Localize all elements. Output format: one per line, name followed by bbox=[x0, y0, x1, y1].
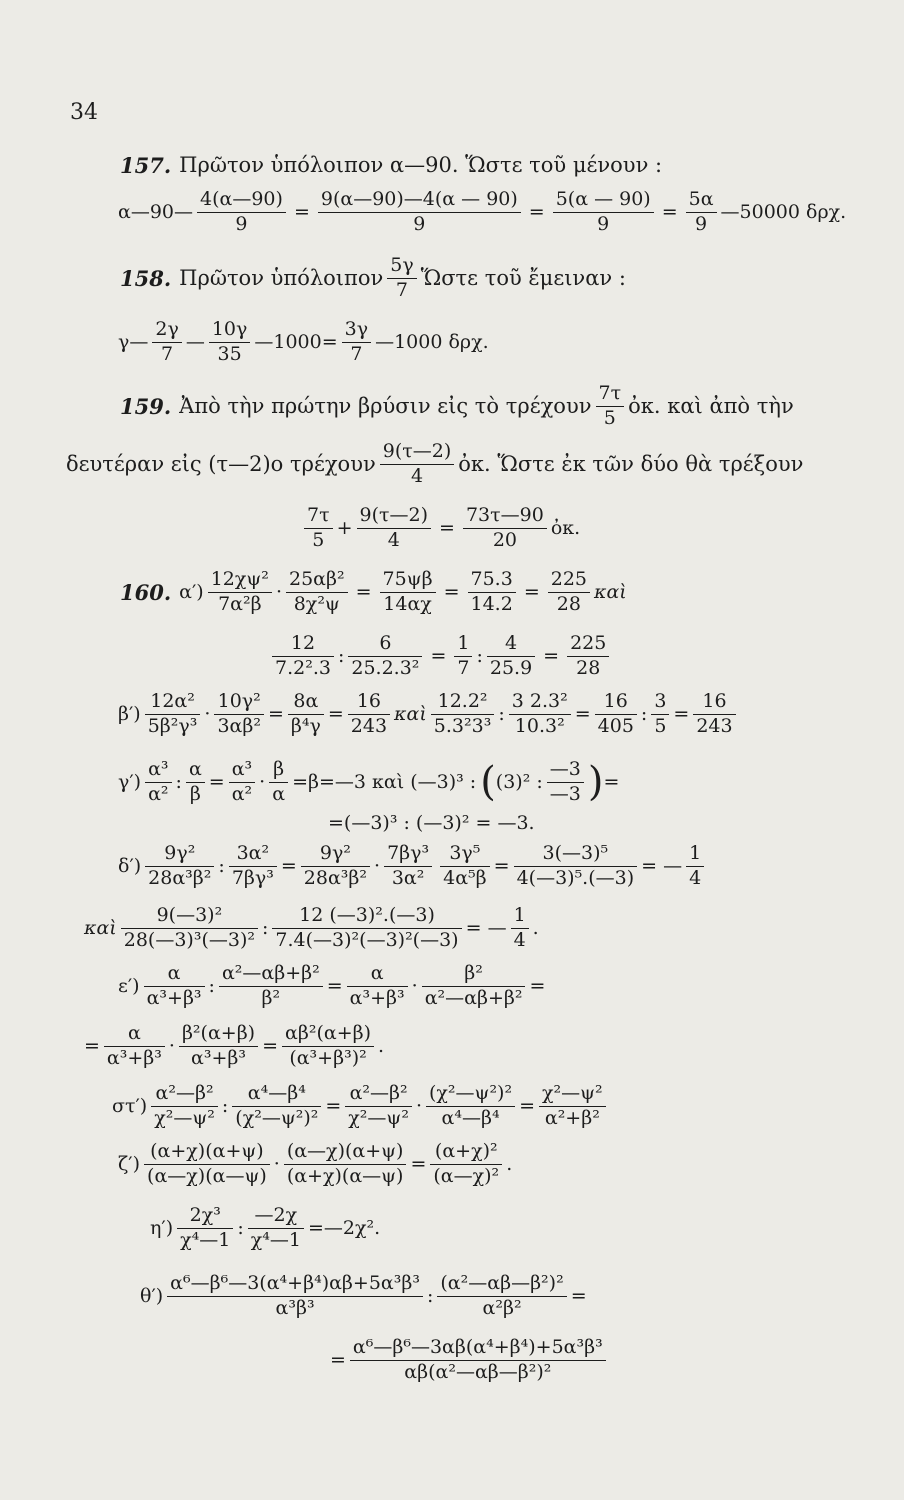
problem-158-text: Πρῶτον ὑπόλοιπον bbox=[179, 265, 384, 290]
numerator: 7τ bbox=[304, 504, 333, 529]
denominator: 4(—3)⁵.(—3) bbox=[516, 866, 635, 889]
denominator: 7α²β bbox=[218, 592, 262, 615]
fraction bbox=[686, 188, 717, 237]
problem-160-e: ε′) $\frac{\alpha}{\text{α³+β³}}$ : $\frac{\text{α²—αβ+β²}}{\text{β²}}$ = $\frac{\alpha}{\text{α³+β³}}$ · $\frac{\text{β²}}{\text{α²—αβ+β²}}$ = bbox=[118, 962, 546, 1009]
denominator: α³+β³ bbox=[349, 986, 405, 1009]
numerator: 1 bbox=[511, 904, 529, 929]
eq-sign: = bbox=[293, 200, 310, 223]
fraction bbox=[454, 632, 472, 681]
denominator: β⁴γ bbox=[290, 714, 321, 737]
numerator: 5(α — 90) bbox=[553, 188, 654, 213]
problem-160-d-line2: καὶ $\frac{\text{9(—3)²}}{\text{28(—3)³(—3)²}}$ : $\frac{\text{12 (—3)².(—3)}}{\text{7.4(—3)²(—3)²(—3)}}$ = — $\frac{1}{4}$ . bbox=[84, 904, 539, 951]
numerator: (χ²—ψ²)² bbox=[426, 1082, 515, 1107]
denominator: 7.4(—3)²(—3)²(—3) bbox=[275, 928, 459, 951]
problem-159-text-3: δευτέραν εἰς (τ—2)ο τρέχουν bbox=[66, 451, 376, 476]
fraction bbox=[167, 1272, 423, 1321]
eq-text: —1000 δρχ. bbox=[375, 330, 489, 353]
denominator: α³+β³ bbox=[191, 1046, 246, 1069]
denominator: 8χ²ψ bbox=[293, 592, 340, 615]
part-tag: γ′) bbox=[118, 770, 142, 793]
fraction bbox=[342, 318, 371, 367]
fraction bbox=[693, 690, 735, 739]
eq-text: α—90— bbox=[118, 200, 194, 223]
numerator: α bbox=[347, 962, 408, 987]
denominator: 243 bbox=[350, 714, 388, 737]
problem-160-th: θ′) $\frac{\text{α⁶—β⁶—3(α⁴+β⁴)αβ+5α³β³}}{\text{α³β³}}$ : $\frac{\text{(α²—αβ—β²)²}}{\text{α²β²}}$ = bbox=[140, 1272, 587, 1319]
fraction bbox=[197, 188, 286, 237]
problem-159-text: Ἀπὸ τὴν πρώτην βρύσιν εἰς τὸ τρέχουν bbox=[179, 393, 592, 418]
problem-160-st: στ′) $\frac{\text{α²—β²}}{\text{χ²—ψ²}}$ : $\frac{\text{α⁴—β⁴}}{\text{(χ²—ψ²)²}}$ = $\frac{\text{α²—β²}}{\text{χ²—ψ²}}$ · $\frac{\text{(χ²—ψ²)²}}{\text{α⁴—β⁴}}$ = $\frac{\text{χ²—ψ²}}{\text{α²+β²}}$ bbox=[112, 1082, 610, 1131]
numerator: 10γ bbox=[209, 318, 251, 343]
fraction bbox=[347, 962, 408, 1011]
problem-159-intro bbox=[120, 382, 794, 431]
numerator: 5α bbox=[686, 188, 717, 213]
part-tag: δ′) bbox=[118, 854, 142, 877]
problem-160-z: ζ′) $\frac{(\alpha+\chi)(\alpha+\psi)}{(\alpha—\chi)(\alpha—\psi)}$ · $\frac{(\alpha—\chi)(\alpha+\psi)}{(\alpha+\chi)(\alpha—\psi)}$ = $\frac{\text{(α+χ)²}}{\text{(α—χ)²}}$ . bbox=[118, 1140, 513, 1187]
numerator: 2γ bbox=[152, 318, 181, 343]
denominator: α² bbox=[231, 782, 253, 805]
numerator: α⁴—β⁴ bbox=[232, 1082, 321, 1107]
fraction bbox=[430, 1140, 502, 1189]
denominator: α³+β³ bbox=[106, 1046, 162, 1069]
fraction bbox=[345, 1082, 412, 1131]
numerator: αβ²(α+β) bbox=[282, 1022, 374, 1047]
fraction bbox=[248, 1204, 304, 1253]
fraction bbox=[318, 188, 521, 237]
denominator: 3αβ² bbox=[217, 714, 261, 737]
fraction bbox=[384, 842, 432, 891]
denominator: 7 bbox=[457, 656, 470, 679]
denominator: 9 bbox=[597, 212, 610, 235]
problem-160-e-line2: = $\frac{\alpha}{\text{α³+β³}}$ · $\frac{\text{β²(α+β)}}{\text{α³+β³}}$ = $\frac{\text{αβ²(α+β)}}{\text{(α³+β³)²}}$ . bbox=[84, 1022, 385, 1069]
numerator: 9γ² bbox=[145, 842, 214, 867]
page-number: 34 bbox=[70, 100, 98, 125]
fraction bbox=[514, 842, 638, 891]
denominator: 25.2.3² bbox=[351, 656, 420, 679]
denominator: χ²—ψ² bbox=[154, 1106, 215, 1129]
numerator: α bbox=[144, 962, 205, 987]
fraction bbox=[229, 758, 255, 807]
numerator: α³ bbox=[145, 758, 171, 783]
denominator: 7 bbox=[395, 278, 409, 301]
denominator: 28(—3)³(—3)² bbox=[123, 928, 255, 951]
part-tag: β′) bbox=[118, 702, 141, 725]
numerator: (α+χ)² bbox=[430, 1140, 502, 1165]
fraction bbox=[595, 690, 637, 739]
fraction bbox=[209, 318, 251, 367]
denominator: χ⁴—1 bbox=[250, 1228, 301, 1251]
problem-160-c: γ′) $\frac{\text{α³}}{\text{α²}}$ : $\frac{\alpha}{\beta}$ = $\frac{\text{α³}}{\text{α²}}$ · $\frac{\beta}{\alpha}$ =β=—3 καὶ (—3)³ : ( (3)² : $\frac{—3}{—3}$ ) = bbox=[118, 758, 620, 806]
fraction bbox=[380, 440, 455, 489]
numerator: 75.3 bbox=[468, 568, 516, 593]
fraction bbox=[219, 962, 323, 1011]
problem-157-intro bbox=[120, 155, 662, 176]
numerator: 3α² bbox=[229, 842, 277, 867]
numerator: 3 2.3² bbox=[509, 690, 571, 715]
fraction bbox=[387, 254, 416, 303]
word-kai: καὶ bbox=[394, 702, 427, 725]
numerator: α²—β² bbox=[151, 1082, 218, 1107]
denominator: 4 bbox=[387, 528, 400, 551]
eq-text: —50000 δρχ. bbox=[720, 200, 847, 223]
numerator: 225 bbox=[567, 632, 609, 657]
denominator: (α+χ)(α—ψ) bbox=[286, 1164, 404, 1187]
denominator: 5 bbox=[312, 528, 325, 551]
problem-159-text-4: ὀκ. Ὥστε ἐκ τῶν δύο θὰ τρέξουν bbox=[458, 451, 804, 476]
numerator: 5γ bbox=[387, 254, 416, 279]
fraction bbox=[422, 962, 526, 1011]
problem-158-label: 158. bbox=[120, 265, 172, 291]
numerator: α³ bbox=[229, 758, 255, 783]
numerator: 9(—3)² bbox=[121, 904, 258, 929]
denominator: 28 bbox=[576, 656, 601, 679]
numerator: 1 bbox=[454, 632, 472, 657]
denominator: α²+β² bbox=[544, 1106, 600, 1129]
numerator: 6 bbox=[348, 632, 422, 657]
denominator: 9 bbox=[695, 212, 708, 235]
denominator: 28 bbox=[556, 592, 581, 615]
denominator: —3 bbox=[549, 782, 581, 805]
numerator: 8α bbox=[288, 690, 324, 715]
fraction bbox=[144, 962, 205, 1011]
fraction bbox=[144, 1140, 270, 1189]
denominator: α² bbox=[148, 782, 169, 805]
denominator: α²—αβ+β² bbox=[424, 986, 523, 1009]
problem-159-text-2: ὀκ. καὶ ἀπὸ τὴν bbox=[628, 393, 794, 418]
denominator: α³β³ bbox=[275, 1296, 315, 1319]
eq-text: =—2χ². bbox=[307, 1216, 381, 1239]
fraction bbox=[272, 904, 461, 953]
eq-text: (3)² : bbox=[495, 770, 543, 793]
denominator: α⁴—β⁴ bbox=[441, 1106, 500, 1129]
eq-sign: = bbox=[528, 200, 545, 223]
denominator: 9 bbox=[235, 212, 248, 235]
fraction bbox=[104, 1022, 165, 1071]
numerator: 7βγ³ bbox=[384, 842, 432, 867]
fraction bbox=[487, 632, 535, 681]
fraction bbox=[186, 758, 205, 807]
fraction bbox=[145, 758, 171, 807]
numerator: α bbox=[104, 1022, 165, 1047]
numerator: 75ψβ bbox=[380, 568, 436, 593]
fraction bbox=[121, 904, 258, 953]
fraction bbox=[651, 690, 669, 739]
fraction bbox=[539, 1082, 606, 1131]
problem-158-equation: γ— $\frac{2\gamma}{7}$ — $\frac{10\gamma}{35}$ —1000= $\frac{3\gamma}{7}$ —1000 δρχ. bbox=[118, 318, 489, 365]
denominator: χ⁴—1 bbox=[180, 1228, 231, 1251]
numerator: 3 bbox=[651, 690, 669, 715]
fraction bbox=[272, 632, 334, 681]
denominator: 14αχ bbox=[383, 592, 432, 615]
denominator: β bbox=[189, 782, 201, 805]
denominator: β² bbox=[261, 986, 281, 1009]
denominator: 14.2 bbox=[470, 592, 513, 615]
problem-160-b: β′) $\frac{\text{12α²}}{\text{5β²γ³}}$ · $\frac{\text{10γ²}}{\text{3αβ²}}$ = $\frac{8\alpha}{\text{β⁴γ}}$ = $\frac{16}{243}$ καὶ $\frac{\text{12.2²}}{\text{5.3²3³}}$ : $\frac{\text{3 2.3²}}{\text{10.3²}}$ = $\frac{16}{405}$ : $\frac{3}{5}$ = $\frac{16}{243}$ bbox=[118, 690, 740, 739]
fraction bbox=[348, 690, 390, 739]
numerator: 3(—3)⁵ bbox=[514, 842, 638, 867]
denominator: α²β² bbox=[482, 1296, 522, 1319]
numerator: (α²—αβ—β²)² bbox=[437, 1272, 566, 1297]
problem-160-a: 160. α′) $\frac{\text{12χψ²}}{\text{7α²β}}$ · $\frac{\text{25αβ²}}{\text{8χ²ψ}}$ = $\frac{75\psi\beta}{14\alpha\chi}$ = $\frac{75.3}{14.2}$ = $\frac{225}{28}$ καὶ bbox=[120, 568, 627, 615]
numerator: α²—αβ+β² bbox=[219, 962, 323, 987]
fraction bbox=[437, 1272, 566, 1321]
fraction bbox=[596, 382, 625, 431]
numerator: 2χ³ bbox=[177, 1204, 233, 1229]
numerator: 12.2² bbox=[431, 690, 495, 715]
fraction bbox=[509, 690, 571, 739]
numerator: β² bbox=[422, 962, 526, 987]
denominator: 243 bbox=[696, 714, 733, 737]
fraction bbox=[208, 568, 272, 617]
numerator: 12α² bbox=[145, 690, 201, 715]
denominator: 7 bbox=[350, 342, 363, 365]
problem-160-a-line2: $\frac{12}{\text{7.2².3}}$ : $\frac{6}{\text{25.2.3²}}$ = $\frac{1}{7}$ : $\frac{4}{25.9}$ = $\frac{225}{28}$ bbox=[268, 632, 613, 681]
denominator: 20 bbox=[492, 528, 517, 551]
denominator: 9 bbox=[413, 212, 426, 235]
denominator: 5β²γ³ bbox=[147, 714, 198, 737]
problem-159-line2 bbox=[66, 440, 803, 489]
fraction bbox=[286, 568, 348, 617]
denominator: (α³+β³)² bbox=[289, 1046, 367, 1069]
fraction bbox=[284, 1140, 407, 1189]
problem-159-label: 159. bbox=[120, 393, 172, 419]
fraction bbox=[269, 758, 288, 807]
denominator: 10.3² bbox=[514, 714, 565, 737]
fraction bbox=[304, 504, 333, 553]
numerator: 4 bbox=[487, 632, 535, 657]
fraction bbox=[145, 690, 201, 739]
denominator: 5 bbox=[603, 406, 616, 429]
problem-160-label: 160. bbox=[120, 579, 172, 605]
eq-text: =β=—3 καὶ (—3)³ : bbox=[292, 770, 477, 793]
numerator: β bbox=[269, 758, 288, 783]
denominator: 3α² bbox=[391, 866, 425, 889]
numerator: 16 bbox=[693, 690, 735, 715]
numerator: 9(τ—2) bbox=[380, 440, 455, 465]
denominator: 5 bbox=[654, 714, 667, 737]
fraction bbox=[301, 842, 370, 891]
denominator: 7 bbox=[161, 342, 174, 365]
denominator: 25.9 bbox=[489, 656, 533, 679]
fraction bbox=[282, 1022, 374, 1071]
denominator: (χ²—ψ²)² bbox=[235, 1106, 319, 1129]
numerator: 16 bbox=[595, 690, 637, 715]
problem-157-equation bbox=[118, 188, 846, 237]
numerator: —2χ bbox=[248, 1204, 304, 1229]
part-tag: η′) bbox=[150, 1216, 174, 1239]
numerator: 16 bbox=[348, 690, 390, 715]
numerator: α bbox=[186, 758, 205, 783]
numerator: 12χψ² bbox=[208, 568, 272, 593]
fraction bbox=[547, 758, 584, 807]
eq-sign: = bbox=[661, 200, 678, 223]
numerator: (α+χ)(α+ψ) bbox=[144, 1140, 270, 1165]
fraction bbox=[431, 690, 495, 739]
fraction bbox=[151, 1082, 218, 1131]
numerator: 4(α—90) bbox=[197, 188, 286, 213]
problem-159-sum: $\frac{7\tau}{5}$ + $\frac{9(\tau—2)}{4}$ = $\frac{73\tau—90}{20}$ ὀκ. bbox=[300, 504, 580, 553]
denominator: 7βγ³ bbox=[231, 866, 274, 889]
denominator: 4 bbox=[513, 928, 526, 951]
denominator: α³+β³ bbox=[146, 986, 202, 1009]
fraction bbox=[288, 690, 324, 739]
numerator: 9(τ—2) bbox=[357, 504, 432, 529]
fraction bbox=[145, 842, 214, 891]
fraction bbox=[548, 568, 590, 617]
numerator: —3 bbox=[547, 758, 584, 783]
fraction bbox=[567, 632, 609, 681]
denominator: 5.3²3³ bbox=[433, 714, 492, 737]
word-kai: καὶ bbox=[84, 916, 117, 939]
numerator: α⁶—β⁶—3αβ(α⁴+β⁴)+5α³β³ bbox=[350, 1336, 606, 1361]
denominator: 4 bbox=[410, 464, 424, 487]
denominator: 4α⁵β bbox=[443, 866, 487, 889]
problem-160-d: δ′) $\frac{\text{9γ²}}{\text{28α³β²}}$ : $\frac{\text{3α²}}{\text{7βγ³}}$ = $\frac{\text{9γ²}}{\text{28α³β²}}$ · $\frac{\text{7βγ³}}{\text{3α²}}$ $\frac{\text{3γ⁵}}{\text{4α⁵β}}$ = $\frac{\text{3(—3)⁵}}{\text{4(—3)⁵.(—3)}}$ = — $\frac{1}{4}$ bbox=[118, 842, 708, 891]
eq-text: —1000= bbox=[254, 330, 338, 353]
problem-158-text-2: Ὥστε τοῦ ἔμειναν : bbox=[420, 265, 626, 290]
numerator: 3γ bbox=[342, 318, 371, 343]
unit: ὀκ. bbox=[550, 516, 581, 539]
fraction bbox=[214, 690, 264, 739]
fraction bbox=[380, 568, 436, 617]
fraction bbox=[177, 1204, 233, 1253]
word-kai: καὶ bbox=[594, 580, 627, 603]
denominator: 405 bbox=[597, 714, 634, 737]
numerator: α²—β² bbox=[345, 1082, 412, 1107]
numerator: 1 bbox=[686, 842, 704, 867]
denominator: 28α³β² bbox=[303, 866, 368, 889]
part-tag: α′) bbox=[179, 580, 204, 603]
part-tag: θ′) bbox=[140, 1284, 164, 1307]
part-tag: στ′) bbox=[112, 1094, 148, 1117]
problem-158-intro bbox=[120, 254, 626, 303]
numerator: 7τ bbox=[596, 382, 625, 407]
fraction bbox=[440, 842, 490, 891]
numerator: 12 bbox=[272, 632, 334, 657]
problem-160-c-line2: =(—3)³ : (—3)² = —3. bbox=[328, 812, 535, 834]
denominator: 7.2².3 bbox=[275, 656, 331, 679]
numerator: 25αβ² bbox=[286, 568, 348, 593]
numerator: χ²—ψ² bbox=[539, 1082, 606, 1107]
fraction bbox=[511, 904, 529, 953]
numerator: (α—χ)(α+ψ) bbox=[284, 1140, 407, 1165]
denominator: χ²—ψ² bbox=[348, 1106, 409, 1129]
denominator: (α—χ)(α—ψ) bbox=[147, 1164, 267, 1187]
denominator: αβ(α²—αβ—β²)² bbox=[404, 1360, 552, 1383]
numerator: 9(α—90)—4(α — 90) bbox=[318, 188, 521, 213]
fraction bbox=[152, 318, 181, 367]
denominator: α bbox=[272, 782, 286, 805]
problem-160-th-line2: = $\frac{\text{α⁶—β⁶—3αβ(α⁴+β⁴)+5α³β³}}{\text{αβ(α²—αβ—β²)²}}$ bbox=[330, 1336, 610, 1385]
numerator: β²(α+β) bbox=[179, 1022, 258, 1047]
numerator: 9γ² bbox=[301, 842, 370, 867]
denominator: (α—χ)² bbox=[433, 1164, 500, 1187]
numerator: 12 (—3)².(—3) bbox=[272, 904, 461, 929]
fraction bbox=[229, 842, 277, 891]
part-tag: ε′) bbox=[118, 974, 140, 997]
fraction bbox=[463, 504, 547, 553]
numerator: α⁶—β⁶—3(α⁴+β⁴)αβ+5α³β³ bbox=[167, 1272, 423, 1297]
numerator: 225 bbox=[548, 568, 590, 593]
fraction bbox=[553, 188, 654, 237]
denominator: 28α³β² bbox=[148, 866, 212, 889]
problem-160-h: η′) $\frac{\text{2χ³}}{\text{χ⁴—1}}$ : $\frac{—2\chi}{\text{χ⁴—1}}$ =—2χ². bbox=[150, 1204, 381, 1251]
eq-text: γ— bbox=[118, 330, 149, 353]
numerator: 10γ² bbox=[214, 690, 264, 715]
denominator: 35 bbox=[217, 342, 242, 365]
plus-sign: + bbox=[336, 516, 353, 539]
numerator: 73τ—90 bbox=[463, 504, 547, 529]
fraction bbox=[179, 1022, 258, 1071]
fraction bbox=[348, 632, 422, 681]
fraction bbox=[426, 1082, 515, 1131]
numerator: 3γ⁵ bbox=[440, 842, 490, 867]
denominator: 4 bbox=[689, 866, 702, 889]
problem-157-label: 157. bbox=[120, 153, 172, 178]
fraction bbox=[232, 1082, 321, 1131]
part-tag: ζ′) bbox=[118, 1152, 141, 1175]
problem-157-text: Πρῶτον ὑπόλοιπον α—90. Ὥστε τοῦ μένουν : bbox=[179, 153, 663, 177]
fraction bbox=[686, 842, 704, 891]
fraction bbox=[468, 568, 516, 617]
fraction bbox=[357, 504, 432, 553]
fraction bbox=[350, 1336, 606, 1385]
